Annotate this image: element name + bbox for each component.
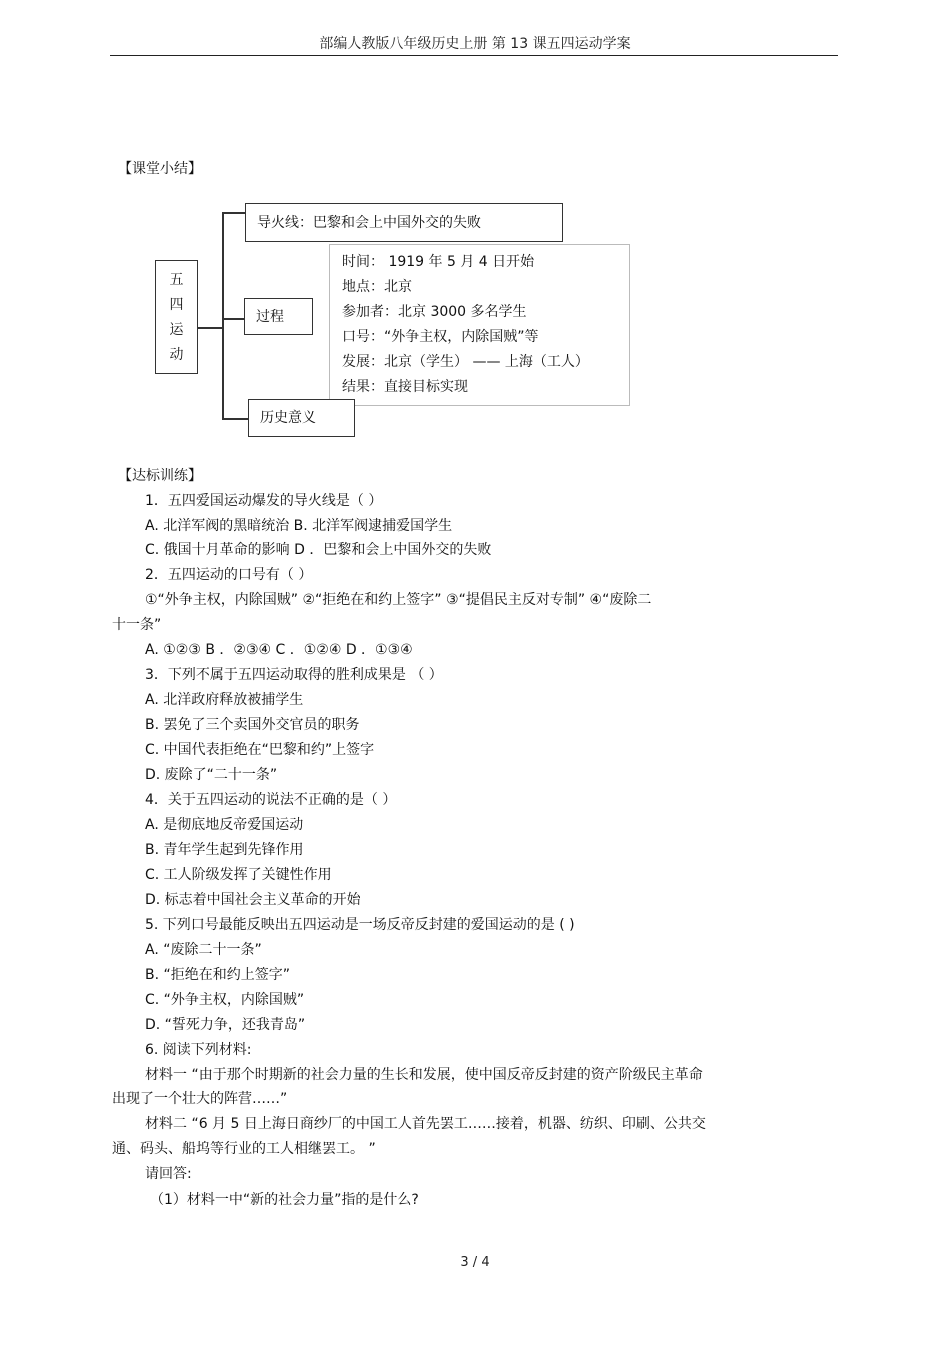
answer-option: A. 北洋政府释放被捕学生 — [145, 692, 304, 708]
process-detail-line: 发展：北京（学生） —— 上海（工人） — [342, 354, 589, 370]
answer-option: 十一条” — [112, 617, 162, 633]
question-prompt: 请回答: — [145, 1166, 192, 1182]
significance-box — [248, 399, 355, 437]
answer-option: C. 中国代表拒绝在“巴黎和约”上签字 — [145, 742, 375, 758]
process-detail-line: 地点：北京 — [342, 279, 412, 295]
process-detail-line: 结果：直接目标实现 — [342, 379, 468, 395]
material-text: 通、码头、船坞等行业的工人相继罢工。 ” — [112, 1141, 376, 1157]
question-stem: 3．下列不属于五四运动取得的胜利成果是 （ ） — [145, 667, 443, 683]
process-label: 过程 — [256, 309, 284, 325]
answer-option: C. “外争主权，内除国贼” — [145, 992, 305, 1008]
summary-heading: 【课堂小结】 — [118, 161, 202, 177]
answer-option: A. 北洋军阀的黑暗统治 B. 北洋军阀逮捕爱国学生 — [145, 518, 453, 534]
question-stem: 4．关于五四运动的说法不正确的是（ ） — [145, 792, 397, 808]
material-text: 材料一 “由于那个时期新的社会力量的生长和发展，使中国反帝反封建的资产阶级民主革命 — [145, 1067, 703, 1083]
process-details-box — [329, 244, 630, 406]
answer-option: C. 俄国十月革命的影响 D ．巴黎和会上中国外交的失败 — [145, 542, 492, 558]
process-detail-line: 口号：“外争主权，内除国贼”等 — [342, 329, 539, 345]
question-stem: 1．五四爱国运动爆发的导火线是（ ） — [145, 493, 383, 509]
header-rule — [110, 55, 838, 56]
connector-branch — [222, 418, 248, 420]
answer-option: B. 青年学生起到先锋作用 — [145, 842, 304, 858]
connector-line — [198, 327, 223, 329]
answer-option: B. 罢免了三个卖国外交官员的职务 — [145, 717, 360, 733]
significance-label: 历史意义 — [260, 410, 316, 426]
answer-option: A. “废除二十一条” — [145, 942, 262, 958]
root-char: 五 — [169, 272, 184, 288]
trigger-text: 导火线：巴黎和会上中国外交的失败 — [257, 215, 481, 231]
exercises-heading: 【达标训练】 — [118, 468, 202, 484]
answer-option: ①“外争主权，内除国贼” ②“拒绝在和约上签字” ③“提倡民主反对专制” ④“废除二 — [145, 592, 652, 608]
page-header: 部编人教版八年级历史上册 第 13 课五四运动学案 — [319, 36, 631, 52]
answer-option: B. “拒绝在和约上签字” — [145, 967, 291, 983]
material-text: 材料二 “6 月 5 日上海日商纱厂的中国工人首先罢工……接着，机器、纺织、印刷、公共交 — [145, 1116, 706, 1132]
connector-branch — [222, 212, 246, 214]
root-char: 动 — [169, 347, 184, 363]
answer-option: A. ①②③ B ．②③④ C ．①②④ D ．①③④ — [145, 642, 413, 658]
root-char: 运 — [169, 322, 184, 338]
question-stem: 2．五四运动的口号有（ ） — [145, 567, 313, 583]
answer-option: D. “誓死力争，还我青岛” — [145, 1017, 306, 1033]
root-box — [155, 260, 198, 374]
page-number: 3 / 4 — [460, 1255, 490, 1270]
question-stem: 5. 下列口号最能反映出五四运动是一场反帝反封建的爱国运动的是 ( ) — [145, 917, 575, 933]
trigger-box — [245, 203, 563, 242]
answer-option: D. 废除了“二十一条” — [145, 767, 278, 783]
answer-option: C. 工人阶级发挥了关键性作用 — [145, 867, 332, 883]
material-text: 出现了一个壮大的阵营……” — [112, 1091, 288, 1107]
connector-branch — [222, 318, 245, 320]
answer-option: D. 标志着中国社会主义革命的开始 — [145, 892, 361, 908]
process-detail-line: 时间： 1919 年 5 月 4 日开始 — [342, 254, 535, 270]
answer-option: A. 是彻底地反帝爱国运动 — [145, 817, 304, 833]
root-char: 四 — [169, 297, 184, 313]
process-detail-line: 参加者：北京 3000 多名学生 — [342, 304, 527, 320]
question-stem: 6. 阅读下列材料: — [145, 1042, 252, 1058]
question-prompt: （1）材料一中“新的社会力量”指的是什么? — [150, 1192, 419, 1208]
connector-trunk — [222, 212, 224, 419]
process-box — [244, 298, 313, 335]
